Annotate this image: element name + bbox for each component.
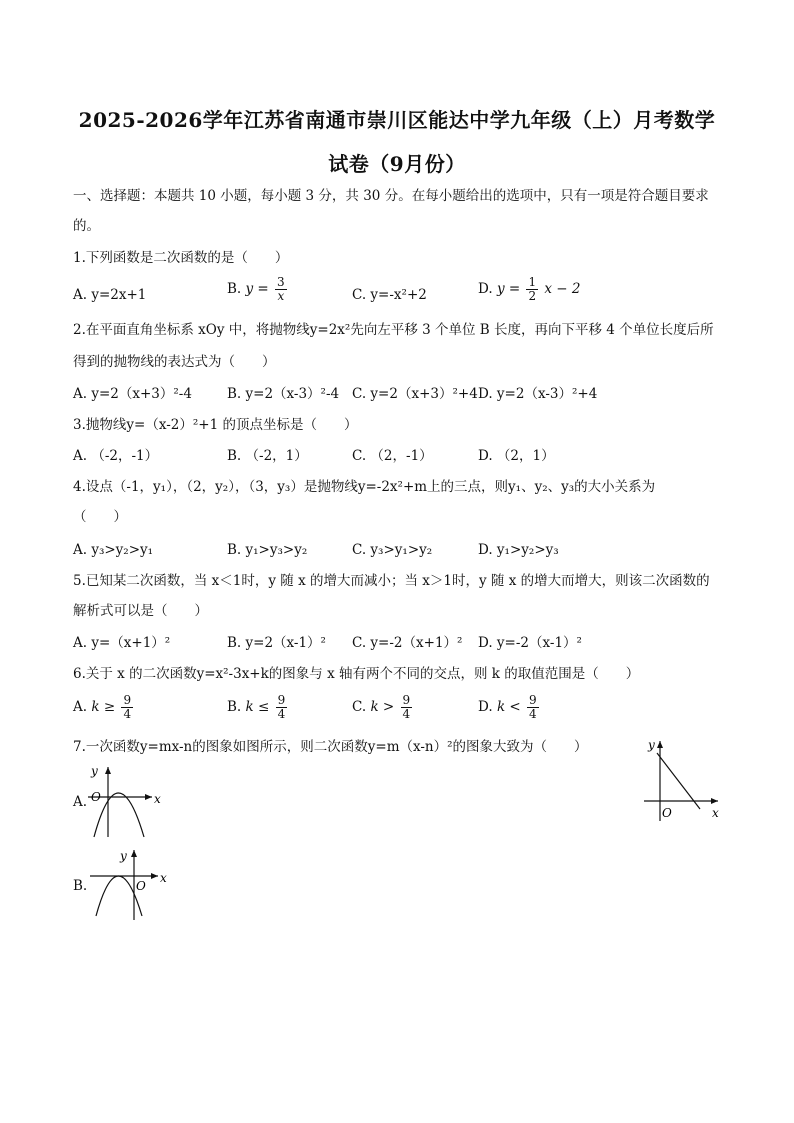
q7-option-a-graph[interactable] (86, 763, 166, 839)
y-axis-arrow (657, 741, 663, 748)
origin-label: O (91, 790, 101, 804)
q1-option-b-lhs: y = (245, 281, 269, 297)
exam-title-line1: 2025-2026学年江苏省南通市崇川区能达中学九年级（上）月考数学 (78, 108, 716, 132)
y-axis-label: y (648, 738, 655, 752)
q6-option-d-label: D. (478, 699, 497, 715)
q1-option-a[interactable]: A. y=2x+1 (73, 287, 147, 303)
q7-option-b-graph[interactable] (88, 846, 172, 922)
denominator: 4 (123, 707, 132, 721)
q5-stem: 5.已知某二次函数，当 x＜1时，y 随 x 的增大而减小；当 x＞1时，y 随 x 的增大而增大，则该二次函数的 (73, 573, 710, 589)
origin-label: O (136, 879, 146, 893)
denominator: x (277, 289, 285, 303)
q6-stem: 6.关于 x 的二次函数y=x²-3x+k的图象与 x 轴有两个不同的交点，则 k 的取值范围是（ ） (73, 666, 640, 682)
x-axis-arrow (145, 794, 152, 800)
q7-option-b[interactable]: B. (73, 878, 88, 894)
q3-option-d[interactable]: D. （2，1） (478, 448, 555, 464)
y-axis-arrow (105, 767, 111, 774)
q6-option-d-fraction (527, 694, 539, 721)
section-instructions-cont: 的。 (73, 218, 100, 234)
q4-option-d[interactable]: D. y₁>y₂>y₃ (478, 542, 559, 558)
denominator: 4 (277, 707, 286, 721)
q3-option-c[interactable]: C. （2，-1） (352, 448, 433, 464)
q2-stem-cont: 得到的抛物线的表达式为（ ） (73, 354, 276, 370)
denominator: 2 (528, 289, 537, 303)
q6-option-a-fraction (121, 694, 133, 721)
denominator: 4 (529, 707, 537, 721)
q2-option-c[interactable]: C. y=2（x+3）²+4 (352, 386, 478, 402)
q5-option-a[interactable]: A. y=（x+1）² (73, 635, 171, 651)
denominator: 4 (402, 707, 411, 721)
q5-stem-cont: 解析式可以是（ ） (73, 603, 208, 619)
q6-option-d-lhs: k < (496, 699, 521, 715)
q6-option-b-fraction (276, 694, 288, 721)
q3-option-b[interactable]: B. （-2，1） (227, 448, 308, 464)
q5-option-d[interactable]: D. y=-2（x-1）² (478, 635, 582, 651)
x-axis-label: x (160, 871, 167, 885)
q3-option-a[interactable]: A. （-2，-1） (73, 448, 159, 464)
parabola-curve (94, 793, 144, 837)
q6-option-d[interactable] (478, 694, 541, 721)
q4-option-c[interactable]: C. y₃>y₁>y₂ (352, 542, 433, 558)
y-axis-label: y (120, 849, 127, 863)
q6-option-c-lhs: k > (370, 699, 395, 715)
numerator: 9 (277, 693, 286, 707)
q3-stem: 3.抛物线y=（x-2）²+1 的顶点坐标是（ ） (73, 417, 358, 433)
q2-option-b[interactable]: B. y=2（x-3）²-4 (227, 386, 340, 402)
q1-option-d-rhs: x − 2 (544, 281, 581, 297)
q7-option-a[interactable]: A. (73, 794, 88, 810)
q4-stem-cont: （ ） (73, 509, 127, 525)
q5-option-c[interactable]: C. y=-2（x+1）² (352, 635, 463, 651)
q6-option-c[interactable] (352, 694, 414, 721)
q7-stem: 7.一次函数y=mx-n的图象如图所示，则二次函数y=m（x-n）²的图象大致为（ ） (73, 739, 588, 755)
q4-option-a[interactable]: A. y₃>y₂>y₁ (73, 542, 154, 558)
q2-option-d[interactable]: D. y=2（x-3）²+4 (478, 386, 598, 402)
q1-stem: 1.下列函数是二次函数的是（ ） (73, 250, 289, 266)
q1-option-b-label: B. (227, 281, 246, 297)
q7-linear-graph (640, 735, 730, 825)
x-axis-label: x (712, 806, 719, 820)
y-axis-arrow (131, 850, 137, 857)
origin-label: O (662, 806, 672, 820)
q6-option-a-lhs: k ≥ (91, 699, 116, 715)
q4-option-b[interactable]: B. y₁>y₃>y₂ (227, 542, 308, 558)
q1-option-b-fraction (275, 276, 287, 303)
x-axis-arrow (711, 798, 718, 804)
q6-option-c-label: C. (352, 699, 371, 715)
q1-option-d-fraction (526, 276, 538, 303)
x-axis-label: x (154, 792, 161, 806)
q6-option-a[interactable] (73, 694, 135, 721)
x-axis-arrow (151, 873, 158, 879)
q6-option-a-label: A. (73, 699, 92, 715)
numerator: 1 (528, 275, 537, 289)
q1-option-d-label: D. (478, 281, 497, 297)
q1-option-b[interactable] (227, 276, 289, 303)
exam-title-line2: 试卷（9月份） (328, 152, 466, 176)
y-axis-label: y (91, 764, 98, 778)
numerator: 9 (402, 693, 411, 707)
numerator: 9 (123, 693, 132, 707)
q1-option-d[interactable] (478, 276, 581, 303)
q1-option-c[interactable]: C. y=-x²+2 (352, 287, 427, 303)
numerator: 3 (277, 275, 285, 289)
q6-option-b-label: B. (227, 699, 246, 715)
q4-stem: 4.设点（-1，y₁），（2，y₂），（3，y₃）是抛物线y=-2x²+m上的三点，则y₁、y₂、y₃的大小关系为 (73, 479, 656, 495)
q2-stem: 2.在平面直角坐标系 xOy 中，将抛物线y=2x²先向左平移 3 个单位 B 长度，再向下平移 4 个单位长度后所 (73, 322, 714, 338)
q5-option-b[interactable]: B. y=2（x-1）² (227, 635, 326, 651)
q6-option-b[interactable] (227, 694, 289, 721)
q6-option-c-fraction (401, 694, 413, 721)
q2-option-a[interactable]: A. y=2（x+3）²-4 (73, 386, 192, 402)
section-instructions: 一、选择题：本题共 10 小题，每小题 3 分，共 30 分。在每小题给出的选项中，只有一项是符合题目要求 (73, 188, 709, 204)
numerator: 9 (529, 693, 537, 707)
q1-option-d-lhs: y = (496, 281, 521, 297)
q6-option-b-lhs: k ≤ (245, 699, 270, 715)
